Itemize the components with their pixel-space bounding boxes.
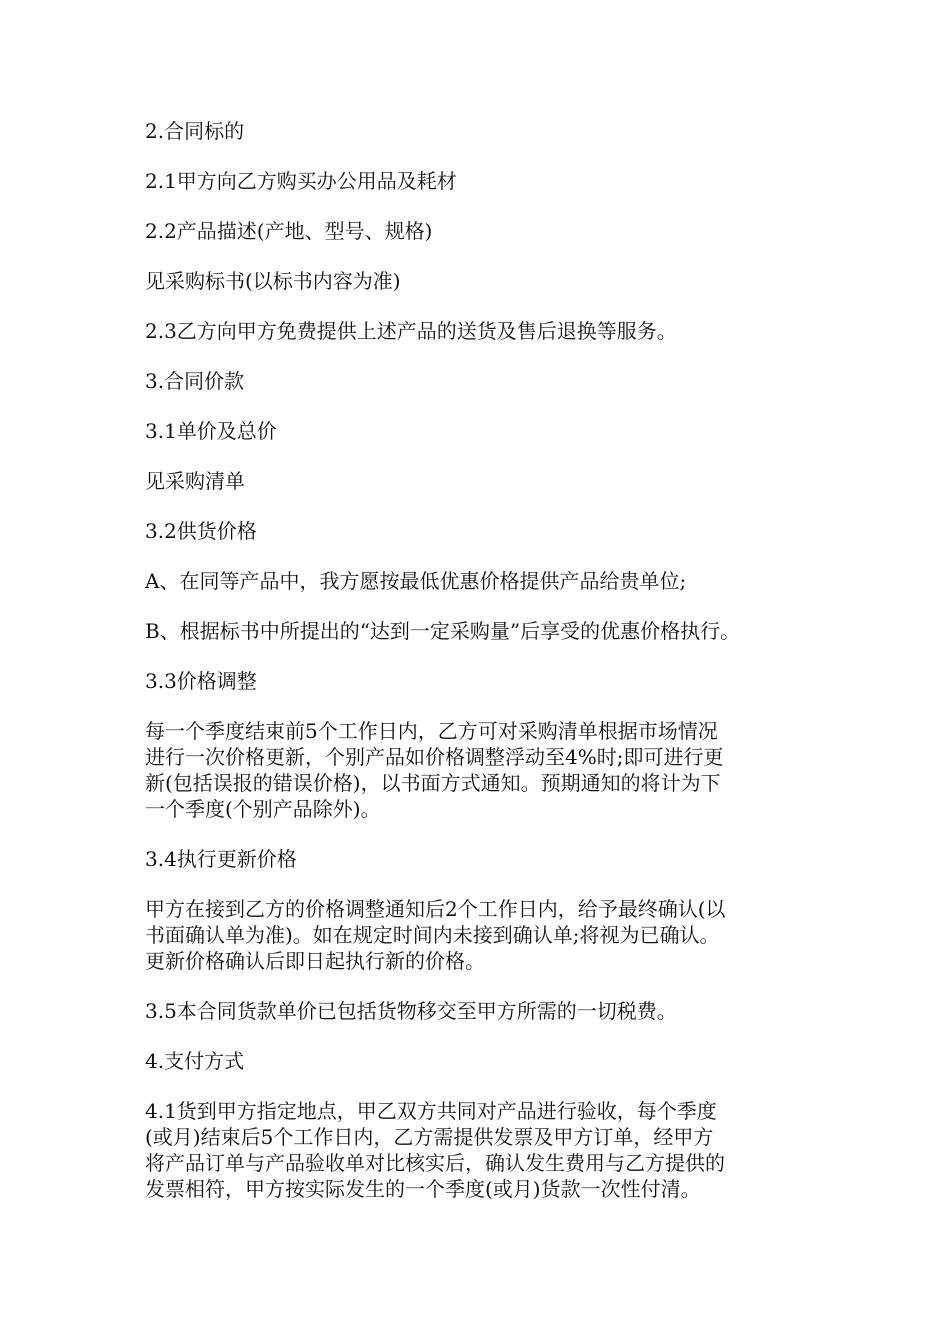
clause-3-1: 3.1单价及总价 <box>145 419 277 443</box>
clause-2-3: 2.3乙方向甲方免费提供上述产品的送货及售后退换等服务。 <box>145 319 677 343</box>
section-heading-4: 4.支付方式 <box>145 1049 245 1073</box>
clause-2-2: 2.2产品描述(产地、型号、规格) <box>145 219 433 243</box>
clause-3-2-b: B、根据标书中所提出的“达到一定采购量”后享受的优惠价格执行。 <box>145 619 741 643</box>
clause-3-2-a: A、在同等产品中，我方愿按最低优惠价格提供产品给贵单位; <box>145 569 687 593</box>
section-heading-2: 2.合同标的 <box>145 119 245 143</box>
clause-3-2: 3.2供货价格 <box>145 519 257 543</box>
section-heading-3: 3.合同价款 <box>145 369 245 393</box>
clause-4-1: 4.1货到甲方指定地点，甲乙双方共同对产品进行验收，每个季度 (或月)结束后5个工作日内，乙方需提供发票及甲方订单，经甲方 将产品订单与产品验收单对比核实后，确认发生费用与乙方提供的 发票相符，甲方按实际发生的一个季度(或月)货款一次性付清。 <box>145 1099 725 1201</box>
clause-3-4: 3.4执行更新价格 <box>145 847 297 871</box>
clause-2-1: 2.1甲方向乙方购买办公用品及耗材 <box>145 169 457 193</box>
clause-3-4-detail: 甲方在接到乙方的价格调整通知后2个工作日内，给予最终确认(以 书面确认单为准)。如在规定时间内未接到确认单;将视为已确认。 更新价格确认后即日起执行新的价格。 <box>145 897 726 973</box>
document-body <box>145 118 825 1226</box>
clause-3-1-detail: 见采购清单 <box>145 469 245 493</box>
clause-3-3: 3.3价格调整 <box>145 669 257 693</box>
clause-3-5: 3.5本合同货款单价已包括货物移交至甲方所需的一切税费。 <box>145 999 677 1023</box>
clause-3-3-detail: 每一个季度结束前5个工作日内，乙方可对采购清单根据市场情况 进行一次价格更新，个别产品如价格调整浮动至4%时;即可进行更 新(包括误报的错误价格)，以书面方式通知。预期通知的将计为下 一个季度(个别产品除外)。 <box>145 719 724 821</box>
clause-2-2-detail: 见采购标书(以标书内容为准) <box>145 269 401 293</box>
